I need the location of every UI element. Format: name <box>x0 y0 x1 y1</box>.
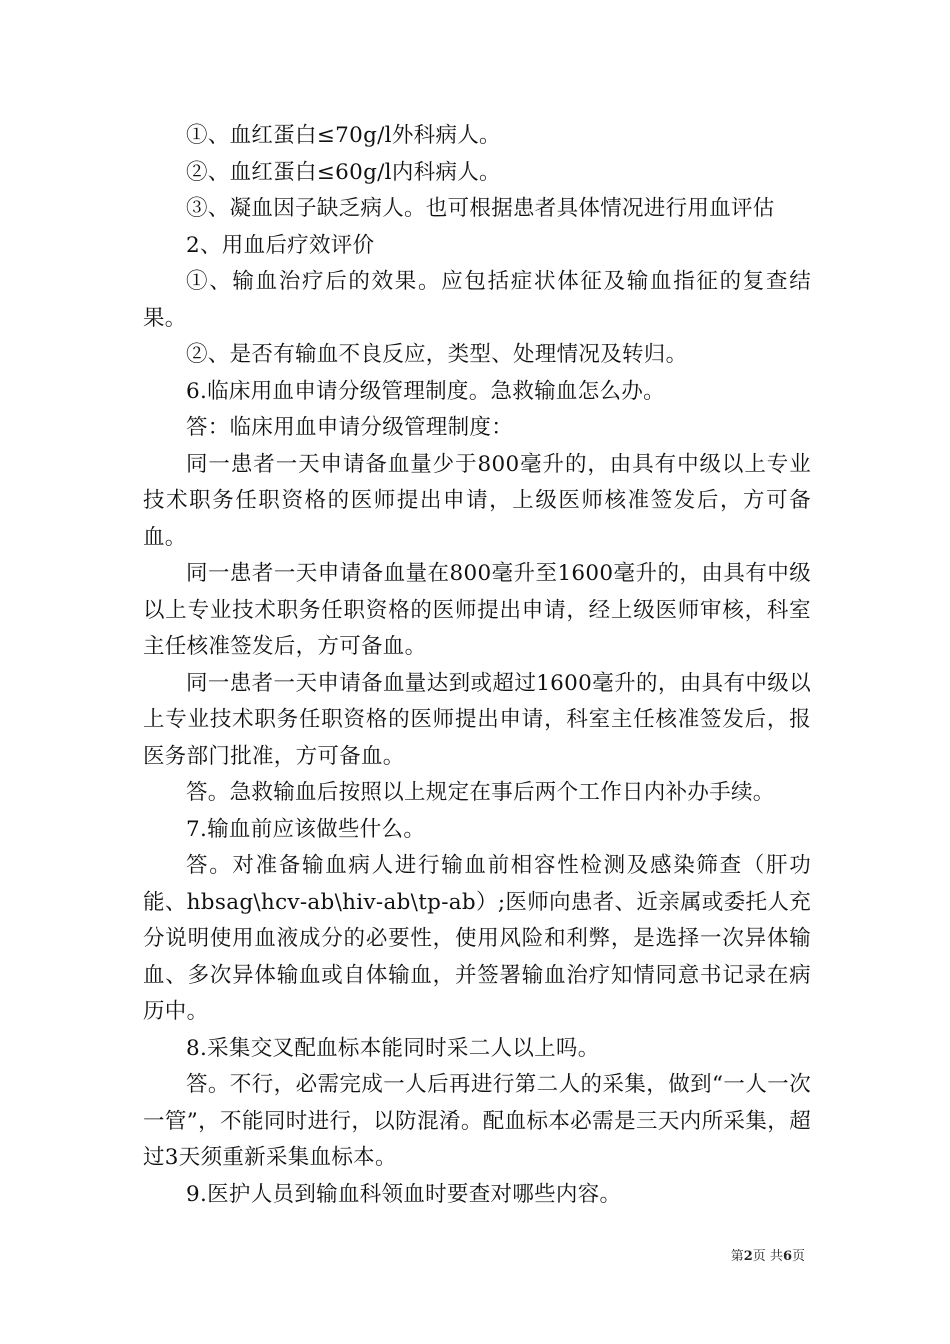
page-number-footer <box>731 1245 805 1264</box>
question-heading: 7.输血前应该做些什么。 <box>186 816 426 842</box>
paragraph: ①、输血治疗后的效果。应包括症状体征及输血指征的复查结果。 <box>143 269 811 331</box>
paragraph: 同一患者一天申请备血量在800毫升至1600毫升的，由具有中级以上专业技术职务任职资格的医师提出申请，经上级医师审核，科室主任核准签发后，方可备血。 <box>143 561 811 659</box>
footer-suffix: 页 <box>791 1249 805 1264</box>
current-page-number: 2 <box>743 1249 753 1264</box>
answer-paragraph: 答：临床用血申请分级管理制度： <box>186 415 514 440</box>
footer-prefix: 第 <box>730 1249 744 1264</box>
total-page-number: 6 <box>782 1249 792 1264</box>
question-heading: 8.采集交叉配血标本能同时采二人以上吗。 <box>186 1035 600 1061</box>
paragraph: 同一患者一天申请备血量少于800毫升的，由具有中级以上专业技术职务任职资格的医师提出申请，上级医师核准签发后，方可备血。 <box>143 451 811 550</box>
question-heading: 6.临床用血申请分级管理制度。急救输血怎么办。 <box>186 378 665 404</box>
document-body <box>143 118 811 1213</box>
answer-paragraph: 答。对准备输血病人进行输血前相容性检测及感染筛查（肝功能、hbsag\hcv-ab\hiv-ab\tp-ab）;医师向患者、近亲属或委托人充分说明使用血液成分的必要性，使用风险和利弊，是选择一次异体输血、多次异体输血或自体输血，并签署输血治疗知情同意书记录在病历中。 <box>143 853 811 1024</box>
paragraph: ③、凝血因子缺乏病人。也可根据患者具体情况进行用血评估 <box>186 196 775 221</box>
paragraph: ①、血红蛋白≤70g/l外科病人。 <box>186 123 501 148</box>
question-heading: 9.医护人员到输血科领血时要查对哪些内容。 <box>186 1181 622 1207</box>
paragraph: ②、是否有输血不良反应，类型、处理情况及转归。 <box>186 342 688 367</box>
paragraph: ②、血红蛋白≤60g/l内科病人。 <box>186 159 501 185</box>
section-heading: 2、用血后疗效评价 <box>186 232 375 258</box>
paragraph: 同一患者一天申请备血量达到或超过1600毫升的，由具有中级以上专业技术职务任职资格的医师提出申请，科室主任核准签发后，报医务部门批准，方可备血。 <box>143 670 811 769</box>
answer-paragraph: 答。急救输血后按照以上规定在事后两个工作日内补办手续。 <box>186 780 775 805</box>
answer-paragraph: 答。不行，必需完成一人后再进行第二人的采集，做到“一人一次一管”，不能同时进行，以防混淆。配血标本必需是三天内所采集，超过3天须重新采集血标本。 <box>143 1072 811 1170</box>
footer-middle: 页 共 <box>752 1249 783 1264</box>
